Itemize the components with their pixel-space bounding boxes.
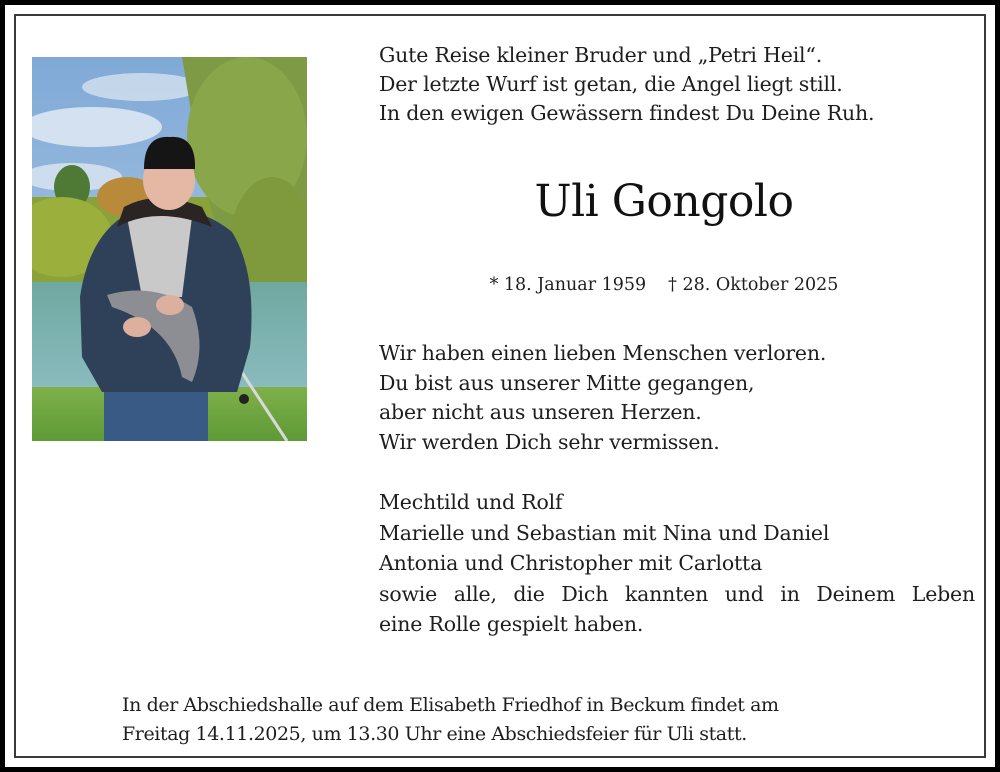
mourner-line: Mechtild und Rolf (379, 490, 563, 514)
ceremony-line: Freitag 14.11.2025, um 13.30 Uhr eine Abschiedsfeier für Uli statt. (122, 723, 747, 745)
mourner-line: sowie alle, die Dich kannten und in Deinem Leben (379, 581, 975, 606)
mourner-line: eine Rolle gespielt haben. (379, 612, 644, 636)
farewell-verse (379, 41, 874, 128)
mourner-line: Marielle und Sebastian mit Nina und Daniel (379, 520, 830, 545)
poem-line: Du bist aus unserer Mitte gegangen, (379, 370, 755, 395)
ceremony-line: In der Abschiedshalle auf dem Elisabeth Friedhof in Beckum findet am (122, 694, 779, 716)
ceremony-info (122, 691, 779, 749)
life-dates (379, 273, 949, 297)
death-date: † 28. Oktober 2025 (668, 275, 839, 295)
verse-line: Der letzte Wurf ist getan, die Angel liegt still. (379, 72, 843, 96)
verse-line: Gute Reise kleiner Bruder und „Petri Heil“. (379, 43, 823, 67)
poem-line: aber nicht aus unseren Herzen. (379, 400, 702, 424)
mourner-line: Antonia und Christopher mit Carlotta (379, 551, 763, 575)
deceased-name: Uli Gongolo (534, 176, 794, 227)
poem-line: Wir werden Dich sehr vermissen. (379, 429, 720, 454)
portrait-photo (32, 57, 307, 441)
verse-line: In den ewigen Gewässern findest Du Deine Ruh. (379, 101, 875, 125)
memorial-poem (379, 339, 826, 457)
poem-line: Wir haben einen lieben Menschen verloren. (379, 341, 827, 365)
mourners-list (379, 487, 975, 640)
birth-date: * 18. Januar 1959 (489, 275, 647, 295)
